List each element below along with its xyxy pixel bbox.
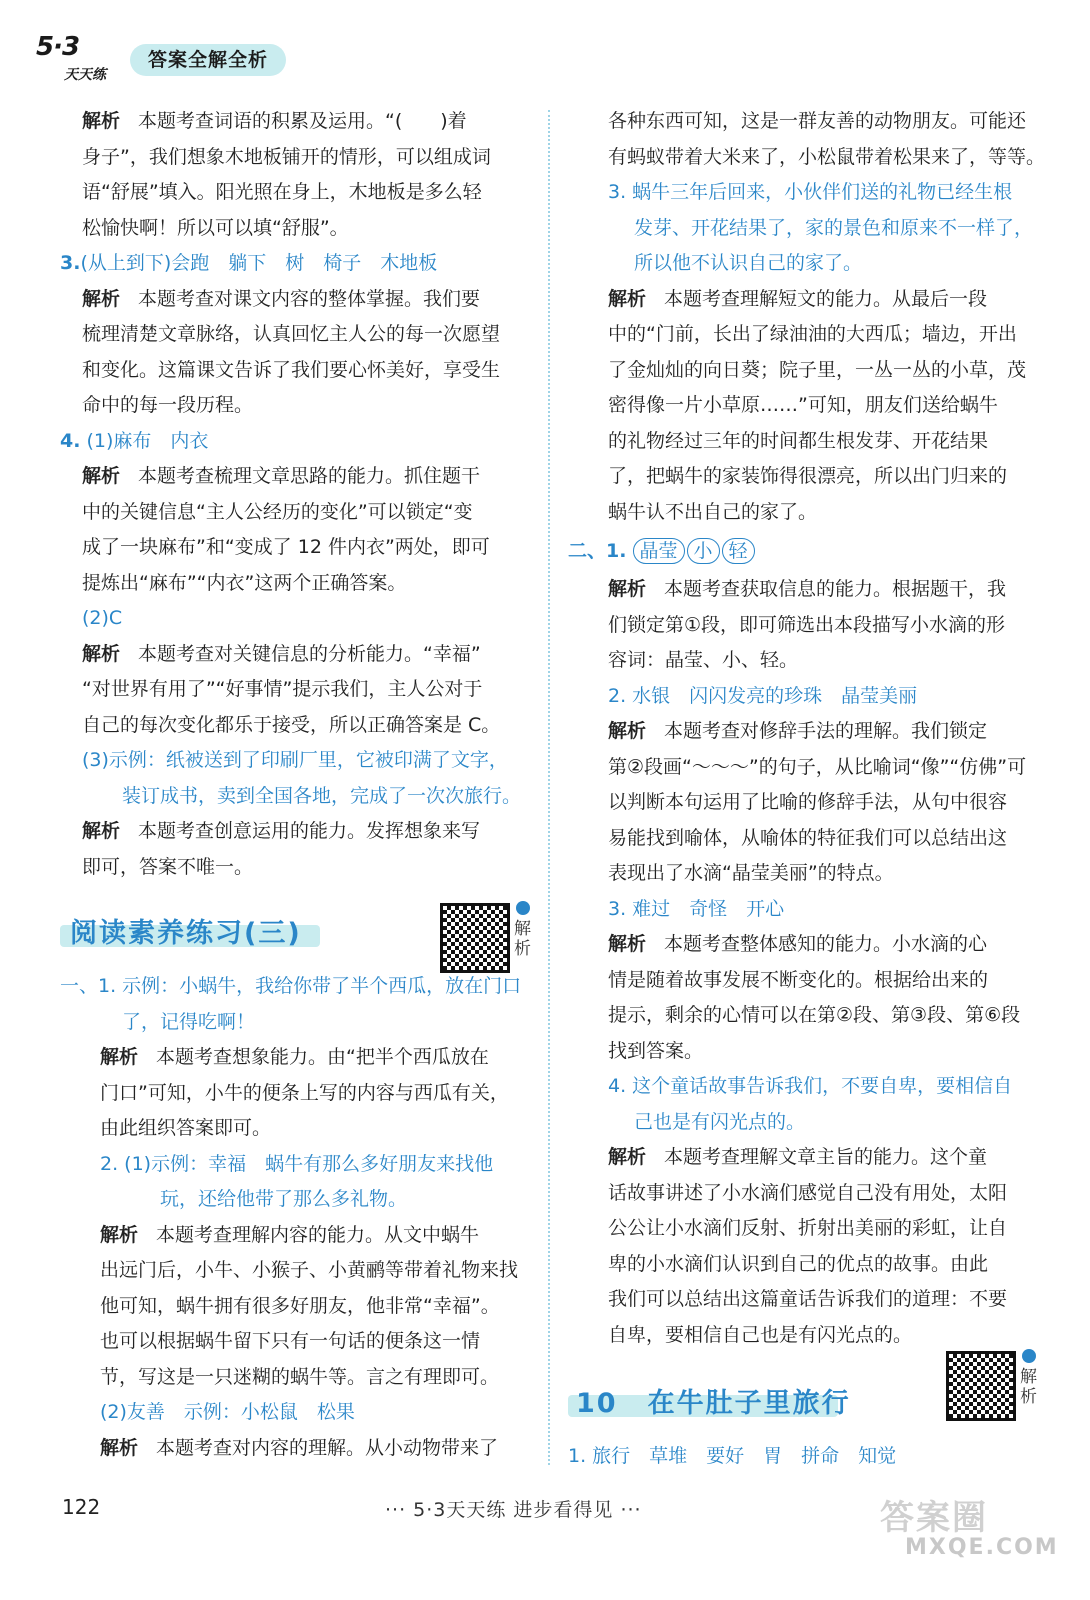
text-line: 他可知，蜗牛拥有很多好朋友，他非常“幸福”。: [100, 1294, 500, 1317]
answer-3-cont: 发芽、开花结果了，家的景色和原来不一样了，: [634, 216, 1034, 239]
analysis-label: 解析: [100, 1223, 139, 1246]
text-line: 节，写这是一只迷糊的蜗牛等。言之有理即可。: [100, 1365, 500, 1388]
text-line: 各种东西可知，这是一群友善的动物朋友。可能还: [608, 110, 1027, 132]
text-line: 了，把蜗牛的家装饰得很漂亮，所以出门归来的: [608, 465, 1008, 487]
logo-sub: 天天练: [64, 67, 106, 83]
watermark-url: MXQE.COM: [905, 1535, 1059, 1560]
answer-1-2-cont: 玩，还给他带了那么多礼物。: [160, 1188, 408, 1210]
answer-4-3: (3)示例：纸被送到了印刷厂里，它被印满了文字，: [82, 749, 508, 771]
text-line: 以判断本句运用了比喻的修辞手法，从句中很容: [608, 791, 1008, 813]
text-line: 找到答案。: [608, 1039, 704, 1062]
text-line: 情是随着故事发展不断变化的。根据给出来的: [608, 968, 989, 991]
answer-4-3-cont: 装订成书，卖到全国各地，完成了一次次旅行。: [122, 784, 522, 807]
text-line: 解析 本题考查理解短文的能力。从最后一段: [608, 287, 988, 310]
text-line: 卑的小水滴们认识到自己的优点的故事。由此: [608, 1252, 989, 1275]
watermark: 答案圈: [880, 1498, 988, 1538]
text-line: 松愉快啊！所以可以填“舒服”。: [82, 216, 349, 239]
text-line: 解析 本题考查对课文内容的整体掌握。我们要: [82, 287, 481, 310]
text-line: 由此组织答案即可。: [100, 1117, 272, 1139]
text-line: 中的“门前，长出了绿油油的大西瓜；墙边，开出: [608, 323, 1017, 345]
text-line: 解析 本题考查词语的积累及运用。“( )着: [82, 110, 467, 132]
text-line: 易能找到喻体，从喻体的特征我们可以总结出这: [608, 826, 1008, 849]
answer-1-2-2: (2)友善 示例：小松鼠 松果: [100, 1401, 355, 1423]
column-divider: [548, 110, 550, 1465]
footer-slogan: ··· 5·3天天练 进步看得见 ···: [385, 1499, 642, 1521]
text-line: 有蚂蚁带着大米来了，小松鼠带着松果来了，等等。: [608, 145, 1046, 168]
text-line: 们锁定第①段，即可筛选出本段描写小水滴的形: [608, 613, 1006, 636]
text-line: 解析 本题考查想象能力。由“把半个西瓜放在: [100, 1046, 489, 1068]
qr-label: 解析: [514, 919, 531, 959]
analysis-label: 解析: [82, 820, 121, 842]
text-line: 解析 本题考查梳理文章思路的能力。抓住题干: [82, 465, 481, 487]
analysis-label: 解析: [82, 465, 121, 487]
analysis-label: 解析: [608, 933, 647, 955]
text-line: 命中的每一段历程。: [82, 394, 254, 416]
right-column: [568, 104, 1046, 1475]
circled-word: 小: [687, 538, 720, 564]
text-line: 中的关键信息“主人公经历的变化”可以锁定“变: [82, 500, 473, 523]
answer-1-1: 一、1. 示例：小蜗牛，我给你带了半个西瓜，放在门口: [60, 975, 522, 997]
text-line: 了金灿灿的向日葵；院子里，一丛一丛的小草，茂: [608, 358, 1027, 381]
text-line: 和变化。这篇课文告诉了我们要心怀美好，享受生: [82, 358, 501, 381]
play-icon: [516, 901, 530, 915]
text-line: 解析 本题考查理解文章主旨的能力。这个童: [608, 1146, 988, 1168]
answer-4: 4. (1)麻布 内衣: [60, 429, 209, 452]
text-line: 身子”，我们想象木地板铺开的情形，可以组成词: [82, 145, 491, 168]
section-title: [60, 903, 530, 963]
text-line: 自卑，要相信自己也是有闪光点的。: [608, 1323, 913, 1346]
answer-10-1: 1. 旅行 草堆 要好 胃 拼命 知觉: [568, 1445, 897, 1467]
answer-1-1-cont: 了，记得吃啊！: [122, 1010, 256, 1033]
analysis-label: 解析: [82, 642, 121, 665]
text-line: “对世界有用了”“好事情”提示我们，主人公对于: [82, 678, 483, 700]
text-line: 第②段画“～～～”的句子，从比喻词“像”“仿佛”可: [608, 755, 1027, 778]
analysis-label: 解析: [608, 1146, 647, 1168]
lesson-number: 10: [576, 1388, 618, 1419]
answer-2-3: 3. 难过 奇怪 开心: [608, 897, 785, 920]
analysis-label: 解析: [608, 287, 647, 310]
text-line: 成了一块麻布”和“变成了 12 件内衣”两处，即可: [82, 536, 490, 558]
circled-word: 晶莹: [633, 538, 685, 564]
text-line: 解析 本题考查创意运用的能力。发挥想象来写: [82, 820, 481, 842]
play-icon: [1022, 1349, 1036, 1363]
answer-2-2: 2. 水银 闪闪发亮的珍珠 晶莹美丽: [608, 684, 918, 707]
text-line: 提炼出“麻布”“内衣”这两个正确答案。: [82, 571, 407, 594]
header-title: 答案全解全析: [130, 44, 286, 76]
analysis-label: 解析: [100, 1046, 139, 1068]
left-column: [60, 104, 530, 1466]
text-line: 表现出了水滴“晶莹美丽”的特点。: [608, 862, 894, 884]
answer-3-cont: 所以他不认识自己的家了。: [634, 252, 863, 274]
text-line: 蜗牛认不出自己的家了。: [608, 500, 818, 523]
answer-2-4-cont: 己也是有闪光点的。: [634, 1110, 806, 1133]
analysis-label: 解析: [100, 1436, 139, 1459]
answer-1-2: 2. (1)示例：幸福 蜗牛有那么多好朋友来找他: [100, 1152, 494, 1175]
text-line: 提示，剩余的心情可以在第②段、第③段、第⑥段: [608, 1004, 1021, 1026]
lesson-title: [568, 1367, 1046, 1433]
answer-2-1: 二、1. 晶莹 小 轻: [568, 530, 1046, 572]
qr-code-icon: [440, 903, 510, 973]
analysis-label: 解析: [82, 110, 121, 132]
answer-3: 3. 蜗牛三年后回来，小伙伴们送的礼物已经生根: [608, 181, 1013, 203]
section-title-text: 阅读素养练习(三): [70, 918, 302, 949]
text-line: 我们可以总结出这篇童话告诉我们的道理：不要: [608, 1288, 1008, 1310]
text-line: 话故事讲述了小水滴们感觉自己没有用处，太阳: [608, 1181, 1008, 1204]
text-line: 梳理清楚文章脉络，认真回忆主人公的每一次愿望: [82, 323, 501, 345]
text-line: 密得像一片小草原……”可知，朋友们送给蜗牛: [608, 394, 998, 416]
text-line: 容词：晶莹、小、轻。: [608, 649, 799, 671]
answer-2-4: 4. 这个童话故事告诉我们，不要自卑，要相信自: [608, 1075, 1013, 1097]
text-line: 自己的每次变化都乐于接受，所以正确答案是 C。: [82, 713, 501, 736]
text-line: 出远门后，小牛、小猴子、小黄鹂等带着礼物来找: [100, 1259, 519, 1281]
text-line: 解析 本题考查理解内容的能力。从文中蜗牛: [100, 1223, 480, 1246]
text-line: 解析 本题考查对关键信息的分析能力。“幸福”: [82, 642, 481, 665]
page-header: [30, 30, 350, 90]
text-line: 解析 本题考查获取信息的能力。根据题干，我: [608, 578, 1007, 600]
page-number: 122: [62, 1495, 101, 1519]
qr-label: 解析: [1020, 1367, 1037, 1407]
brand-logo: [30, 30, 130, 90]
circled-word: 轻: [722, 538, 755, 564]
analysis-label: 解析: [608, 578, 647, 600]
answer-4-2: (2)C: [82, 607, 123, 629]
logo-main: 5·3: [36, 32, 80, 62]
analysis-label: 解析: [608, 720, 647, 742]
analysis-label: 解析: [82, 287, 121, 310]
text-line: 即可，答案不唯一。: [82, 855, 254, 878]
text-line: 解析 本题考查对内容的理解。从小动物带来了: [100, 1436, 499, 1459]
text-line: 门口”可知，小牛的便条上写的内容与西瓜有关，: [100, 1081, 509, 1104]
text-line: 语“舒展”填入。阳光照在身上，木地板是多么轻: [82, 181, 482, 203]
text-line: 的礼物经过三年的时间都生根发芽、开花结果: [608, 429, 989, 452]
qr-code-icon: [946, 1351, 1016, 1421]
text-line: 解析 本题考查整体感知的能力。小水滴的心: [608, 933, 988, 955]
text-line: 也可以根据蜗牛留下只有一句话的便条这一情: [100, 1330, 481, 1352]
qr-code[interactable]: [440, 903, 531, 973]
text-line: 公公让小水滴们反射、折射出美丽的彩虹，让自: [608, 1217, 1008, 1239]
qr-code[interactable]: [946, 1351, 1037, 1421]
answer-3: 3.(从上到下)会跑 躺下 树 椅子 木地板: [60, 252, 438, 274]
text-line: 解析 本题考查对修辞手法的理解。我们锁定: [608, 720, 988, 742]
lesson-title-text: 在牛肚子里旅行: [647, 1388, 851, 1419]
